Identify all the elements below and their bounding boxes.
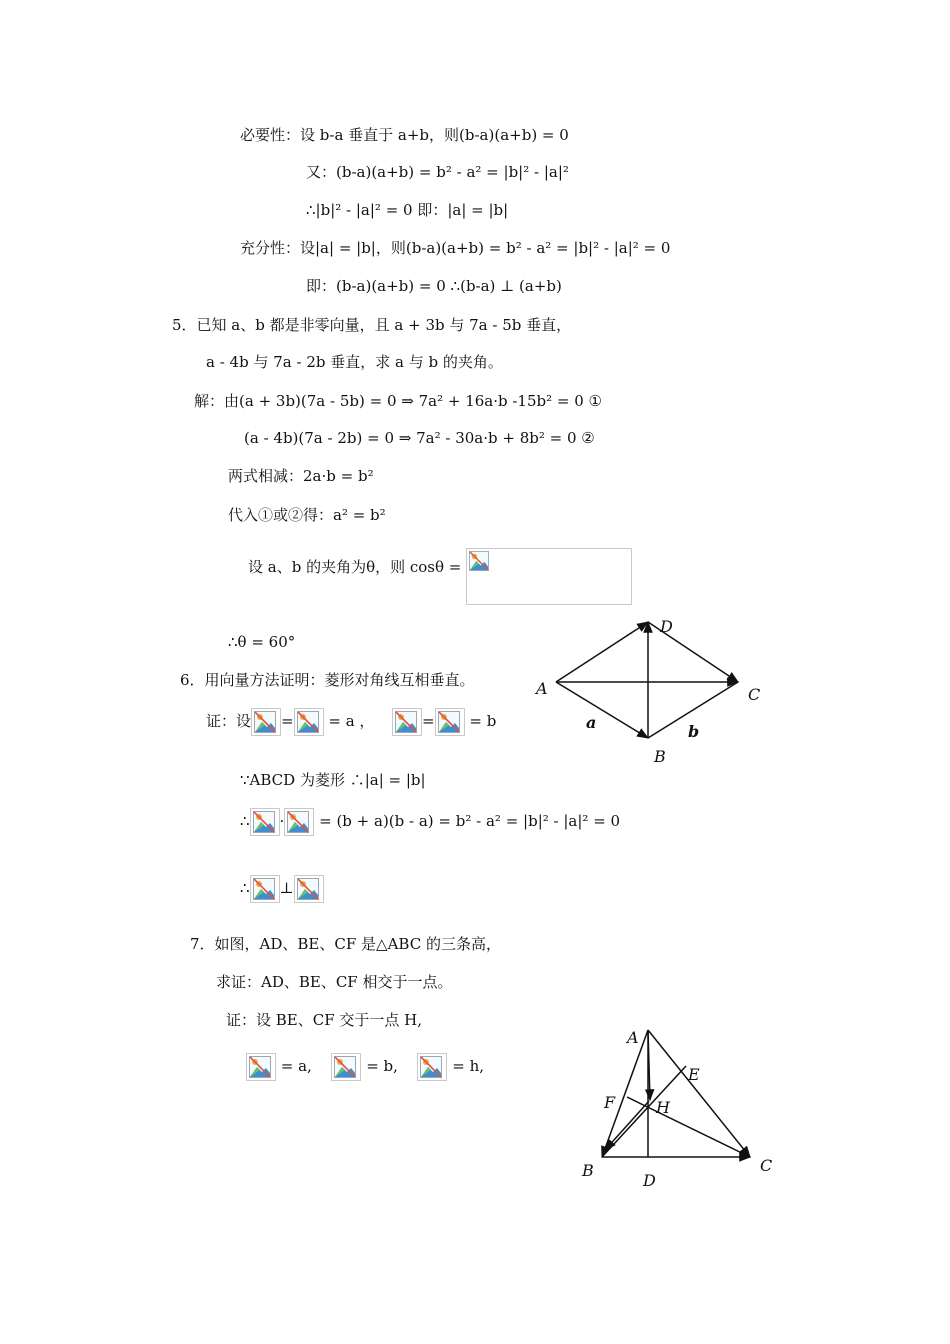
label-D: D xyxy=(643,1171,656,1190)
dot-sign: · xyxy=(279,812,285,830)
label-C: C xyxy=(748,685,761,704)
equals-b-2: = b, xyxy=(366,1057,398,1075)
vector-image-bd-2 xyxy=(294,875,324,903)
label-B: B xyxy=(582,1161,594,1180)
problem-6-statement: 6．用向量方法证明：菱形对角线互相垂直。 xyxy=(180,671,475,689)
therefore-line: ∴|b|² - |a|² = 0 即：|a| = |b| xyxy=(306,201,509,219)
label-C: C xyxy=(760,1156,773,1175)
vector-image-ha xyxy=(417,1053,447,1081)
vector-image-bc xyxy=(392,708,422,736)
problem-7-statement: 7．如图，AD、BE、CF 是△ABC 的三条高， xyxy=(190,935,501,953)
substitution-step: 代入①或②得：a² = b² xyxy=(228,506,386,524)
therefore-sign-2: ∴ xyxy=(240,879,250,897)
dot-product-expansion: = (b + a)(b - a) = b² - a² = |b|² - |a|² = 0 xyxy=(319,812,621,830)
vector-definitions xyxy=(246,1053,484,1081)
vector-image-hb xyxy=(331,1053,361,1081)
vector-image-ac-2 xyxy=(250,875,280,903)
equals-h: = h, xyxy=(452,1057,485,1075)
equals-a: = a ， xyxy=(328,712,375,730)
label-D: D xyxy=(660,617,673,636)
subtraction-step: 两式相减：2a·b = b² xyxy=(228,467,374,485)
label-H: H xyxy=(656,1098,670,1117)
sufficiency-line: 充分性：设|a| = |b|，则(b-a)(a+b) = b² - a² = |b|² - |a|² = 0 xyxy=(240,239,671,257)
perpendicular-conclusion: 即：(b-a)(a+b) = 0 ∴(b-a) ⊥ (a+b) xyxy=(306,277,562,295)
vector-image-ad xyxy=(435,708,465,736)
therefore-sign: ∴ xyxy=(240,812,250,830)
vector-ad xyxy=(556,622,648,682)
problem-5-statement-cont: a - 4b 与 7a - 2b 垂直，求 a 与 b 的夹角。 xyxy=(206,353,503,371)
broken-image-icon xyxy=(467,549,491,573)
equals-sign: = xyxy=(281,712,294,730)
expansion-line: 又：(b-a)(a+b) = b² - a² = |b|² - |a|² xyxy=(306,163,569,181)
necessity-line: 必要性：设 b-a 垂直于 a+b，则(b-a)(a+b) = 0 xyxy=(240,126,569,144)
solution-step-1: 解：由(a + 3b)(7a - 5b) = 0 ⇒ 7a² + 16a·b -15b² = 0 ① xyxy=(194,392,602,410)
perpendicular-diagonals xyxy=(240,875,324,903)
vector-image-ab xyxy=(251,708,281,736)
vector-image-ac xyxy=(250,808,280,836)
problem-7-goal: 求证：AD、BE、CF 相交于一点。 xyxy=(216,973,453,991)
perp-sign: ⊥ xyxy=(279,879,294,897)
vector-image-bd xyxy=(284,808,314,836)
equals-sign-2: = xyxy=(422,712,435,730)
cos-angle-line: 设 a、b 的夹角为θ，则 cosθ = xyxy=(248,558,462,576)
triangle-figure xyxy=(570,1020,790,1195)
label-vector-b: b xyxy=(688,722,700,741)
vector-ab xyxy=(556,682,648,738)
label-A: A xyxy=(627,1028,639,1047)
equals-b: = b xyxy=(469,712,497,730)
theta-result: ∴θ = 60° xyxy=(228,633,296,651)
label-E: E xyxy=(688,1065,700,1084)
rhombus-figure xyxy=(530,612,770,772)
proof-label: 证：设 xyxy=(206,712,252,730)
label-F: F xyxy=(604,1093,616,1112)
vector-image-hc xyxy=(246,1053,276,1081)
label-B: B xyxy=(654,747,666,766)
rhombus-premise: ∵ABCD 为菱形 ∴|a| = |b| xyxy=(240,771,426,789)
problem-5-statement: 5．已知 a、b 都是非零向量，且 a + 3b 与 7a - 5b 垂直， xyxy=(172,316,572,334)
vector-image-dc xyxy=(294,708,324,736)
equals-a-2: = a, xyxy=(280,1057,312,1075)
proof-6-setup xyxy=(206,708,496,736)
cos-formula-image xyxy=(466,548,632,605)
solution-step-2: (a - 4b)(7a - 2b) = 0 ⇒ 7a² - 30a·b + 8b² = 0 ② xyxy=(244,429,595,447)
dot-product-line xyxy=(240,808,620,836)
label-vector-a: a xyxy=(586,713,597,732)
side-ac xyxy=(648,1030,750,1157)
proof-7-setup: 证：设 BE、CF 交于一点 H, xyxy=(226,1011,423,1029)
label-A: A xyxy=(536,679,548,698)
